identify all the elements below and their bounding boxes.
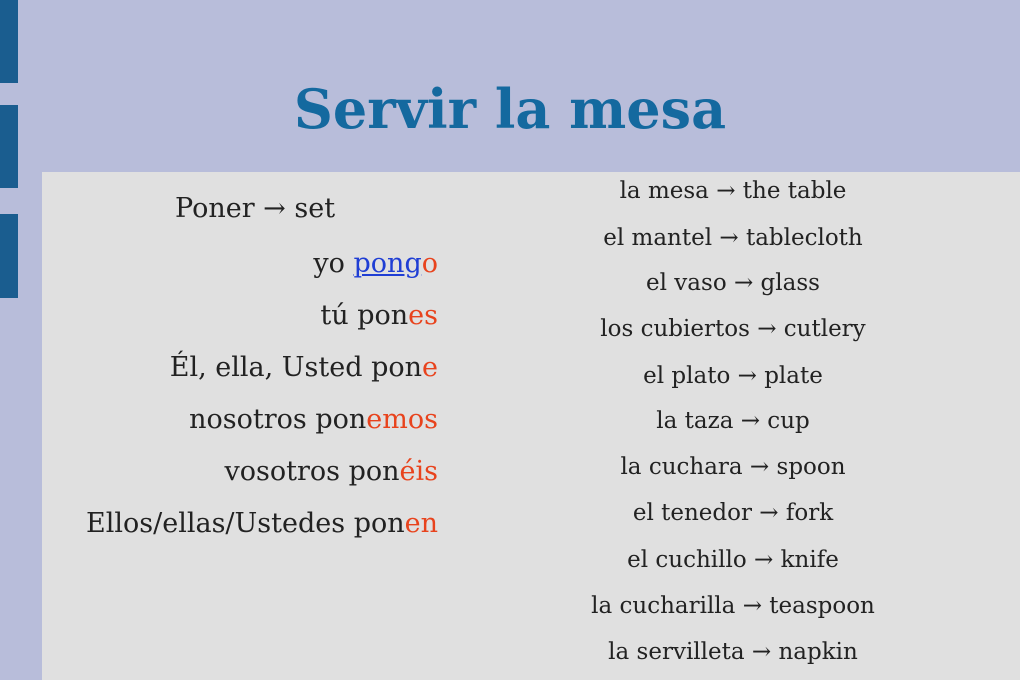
accent-bar-top bbox=[0, 0, 18, 83]
conjugation-subject: Él, ella, Usted bbox=[169, 352, 363, 383]
conjugation-subject: yo bbox=[313, 248, 345, 279]
conjugation-row bbox=[313, 245, 438, 283]
conjugation-row bbox=[170, 349, 438, 387]
conjugation-ending: éis bbox=[399, 456, 438, 487]
verb-header: Poner → set bbox=[175, 193, 336, 224]
conjugation-stem: pon bbox=[348, 456, 400, 487]
accent-bar-bottom bbox=[0, 214, 18, 298]
slide-content bbox=[42, 172, 1020, 680]
conjugation-ending: e bbox=[422, 352, 438, 383]
vocab-item: la servilleta → napkin bbox=[608, 639, 858, 665]
conjugation-ending: o bbox=[421, 248, 438, 279]
conjugation-row bbox=[86, 505, 438, 543]
vocab-item: el plato → plate bbox=[643, 363, 823, 389]
conjugation-ending: emos bbox=[366, 404, 438, 435]
vocab-item: el cuchillo → knife bbox=[627, 547, 839, 573]
conjugation-subject: tú bbox=[320, 300, 349, 331]
conjugation-stem: pon bbox=[315, 404, 367, 435]
vocab-item: la cucharilla → teaspoon bbox=[591, 593, 875, 619]
conjugation-subject: vosotros bbox=[224, 456, 340, 487]
conjugation-row bbox=[224, 453, 438, 491]
conjugation-stem: pon bbox=[357, 300, 409, 331]
vocab-item: el tenedor → fork bbox=[632, 500, 834, 526]
conjugation-row bbox=[320, 297, 438, 335]
vocab-item: el vaso → glass bbox=[646, 270, 820, 296]
conjugation-ending: es bbox=[408, 300, 438, 331]
conjugation-stem: pon bbox=[353, 508, 405, 539]
vocab-item: la taza → cup bbox=[656, 408, 810, 434]
vocab-item: los cubiertos → cutlery bbox=[600, 316, 866, 342]
conjugation-subject: Ellos/ellas/Ustedes bbox=[86, 508, 346, 539]
vocab-item: el mantel → tablecloth bbox=[603, 225, 863, 251]
conjugation-row bbox=[189, 401, 438, 439]
slide-title: Servir la mesa bbox=[293, 77, 727, 141]
conjugation-stem: pon bbox=[371, 352, 423, 383]
vocab-item: la mesa → the table bbox=[619, 178, 847, 204]
conjugation-subject: nosotros bbox=[189, 404, 307, 435]
conjugation-stem-link[interactable]: pong bbox=[353, 248, 422, 279]
vocab-item: la cuchara → spoon bbox=[620, 454, 846, 480]
conjugation-ending: en bbox=[404, 508, 438, 539]
